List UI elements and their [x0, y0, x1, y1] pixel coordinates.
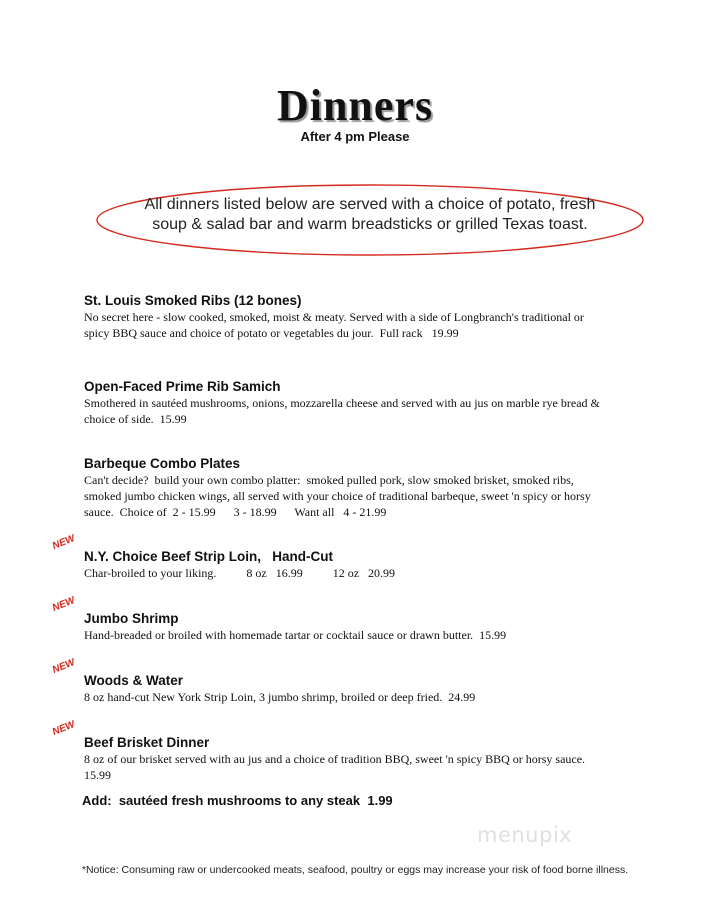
new-badge: NEW	[50, 657, 77, 676]
page-title: Dinners	[276, 81, 434, 130]
menu-item-ny-strip-loin	[84, 549, 654, 581]
page-subtitle: After 4 pm Please	[300, 129, 410, 144]
menu-item-name: Barbeque Combo Plates	[84, 456, 241, 471]
menu-item-name: Jumbo Shrimp	[84, 611, 179, 626]
menu-item-description: Can't decide? build your own combo platter: smoked pulled pork, slow smoked brisket, smoked ribs, smoked jumbo chicken wings, all served with your choice of traditional barbeque, sweet 'n spicy or horsy sauce. Choice of 2 - 15.99 3 - 18.99 Want all 4 - 21.99	[84, 473, 591, 519]
menu-item-name: N.Y. Choice Beef Strip Loin, Hand-Cut	[84, 549, 334, 564]
menupix-watermark: menupix	[477, 823, 573, 847]
menu-item-description: No secret here - slow cooked, smoked, moist & meaty. Served with a side of Longbranch's traditional or spicy BBQ sauce and choice of potato or vegetables du jour. Full rack 19.99	[84, 310, 584, 340]
menu-item-name: Beef Brisket Dinner	[84, 735, 210, 750]
menu-item-beef-brisket-dinner	[84, 735, 654, 783]
sides-banner	[94, 182, 646, 258]
menu-item-description: 8 oz of our brisket served with au jus and a choice of tradition BBQ, sweet 'n spicy BBQ or horsy sauce. 15.99	[84, 752, 586, 782]
menu-item-description: Smothered in sautéed mushrooms, onions, mozzarella cheese and served with au jus on marble rye bread & choice of side. 15.99	[84, 396, 600, 426]
food-safety-notice: *Notice: Consuming raw or undercooked meats, seafood, poultry or eggs may increase your risk of food borne illness.	[81, 864, 629, 876]
menu-item-description: 8 oz hand-cut New York Strip Loin, 3 jumbo shrimp, broiled or deep fried. 24.99	[84, 690, 476, 704]
menu-item-name: St. Louis Smoked Ribs (12 bones)	[84, 293, 302, 308]
menu-item-name: Woods & Water	[84, 673, 184, 688]
sides-banner-text	[94, 195, 646, 235]
menu-item-woods-and-water	[84, 673, 654, 705]
menu-item-prime-rib-samich	[84, 379, 654, 427]
menu-item-description: Char-broiled to your liking. 8 oz 16.99 12 oz 20.99	[84, 566, 396, 580]
menu-item-jumbo-shrimp	[84, 611, 654, 643]
new-badge: NEW	[50, 595, 77, 614]
menu-item-st-louis-ribs	[84, 293, 654, 341]
new-badge: NEW	[50, 719, 77, 738]
new-badge: NEW	[50, 533, 77, 552]
sides-banner-line-1: All dinners listed below are served with a choice of potato, fresh	[144, 196, 596, 213]
menu-item-description: Hand-breaded or broiled with homemade tartar or cocktail sauce or drawn butter. 15.99	[84, 628, 507, 642]
sides-banner-line-2: soup & salad bar and warm breadsticks or grilled Texas toast.	[152, 216, 588, 233]
menu-item-name: Open-Faced Prime Rib Samich	[84, 379, 281, 394]
menu-item-bbq-combo-plates	[84, 456, 654, 520]
mushroom-addon: Add: sautéed fresh mushrooms to any steak 1.99	[82, 793, 393, 808]
